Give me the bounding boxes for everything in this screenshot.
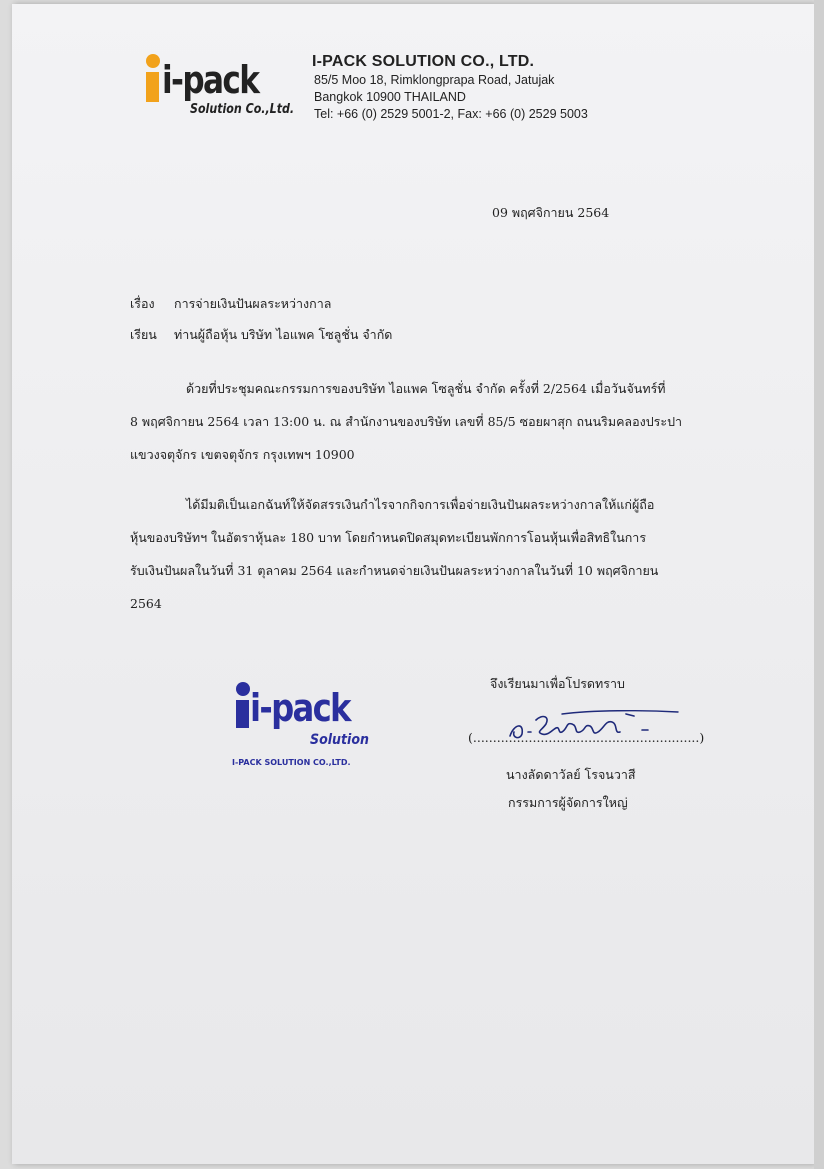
logo-word: i-pack [162,58,259,102]
handwritten-signature [502,706,682,746]
paragraph-line: แขวงจตุจักร เขตจตุจักร กรุงเทพฯ 10900 [130,447,355,462]
ipack-logo [138,52,308,124]
company-name: I-PACK SOLUTION CO., LTD. [312,53,535,70]
closing-text: จึงเรียนมาเพื่อโปรดทราบ [490,676,625,691]
subject-line [130,294,331,314]
signature-line: (.........................................................) [468,730,705,745]
logo-stem-icon [146,72,159,102]
company-stamp [226,676,376,776]
subject-text: การจ่ายเงินปันผลระหว่างกาล [174,296,332,311]
stamp-stem-icon [236,700,249,728]
letter-date: 09 พฤศจิกายน 2564 [492,205,610,220]
company-header [312,52,588,123]
signatory-name: นางลัดดาวัลย์ โรจนวาสี [506,767,636,782]
stamp-company: I-PACK SOLUTION CO.,LTD. [232,758,351,767]
logo-dot-icon [146,54,160,68]
paragraph-line: ด้วยที่ประชุมคณะกรรมการของบริษัท ไอแพค โซลูชั่น จำกัด ครั้งที่ 2/2564 เมื่อวันจันทร์ที่ [186,381,666,396]
company-contact: Tel: +66 (0) 2529 5001-2, Fax: +66 (0) 2529 5003 [314,107,588,121]
recipient-label: เรียน [130,327,157,342]
paragraph-resolution [130,488,720,620]
company-address-line1: 85/5 Moo 18, Rimklongprapa Road, Jatujak [314,73,555,87]
company-address-line2: Bangkok 10900 THAILAND [314,90,466,104]
paragraph-line: 8 พฤศจิกายน 2564 เวลา 13:00 น. ณ สำนักงานของบริษัท เลขที่ 85/5 ซอยผาสุก ถนนริมคลองประปา [130,414,683,429]
paragraph-line: ได้มีมติเป็นเอกฉันท์ให้จัดสรรเงินกำไรจากกิจการเพื่อจ่ายเงินปันผลระหว่างกาลให้แก่ผู้ถือ [186,497,655,512]
stamp-tagline: Solution [310,732,369,748]
recipient-line [130,325,392,345]
recipient-text: ท่านผู้ถือหุ้น บริษัท ไอแพค โซลูชั่น จำกัด [174,327,393,342]
logo-tagline: Solution Co.,Ltd. [190,102,295,117]
paper-edge [814,0,824,1169]
subject-label: เรื่อง [130,296,155,311]
stamp-dot-icon [236,682,250,696]
stamp-word: i-pack [250,686,350,730]
paragraph-line: หุ้นของบริษัทฯ ในอัตราหุ้นละ 180 บาท โดยกำหนดปิดสมุดทะเบียนพักการโอนหุ้นเพื่อสิทธิในการ [130,530,647,545]
paragraph-line: รับเงินปันผลในวันที่ 31 ตุลาคม 2564 และกำหนดจ่ายเงินปันผลระหว่างกาลในวันที่ 10 พฤศจิกายน [130,563,659,578]
paragraph-line: 2564 [130,596,162,611]
paragraph-meeting [130,372,720,471]
signatory-title: กรรมการผู้จัดการใหญ่ [508,795,628,810]
